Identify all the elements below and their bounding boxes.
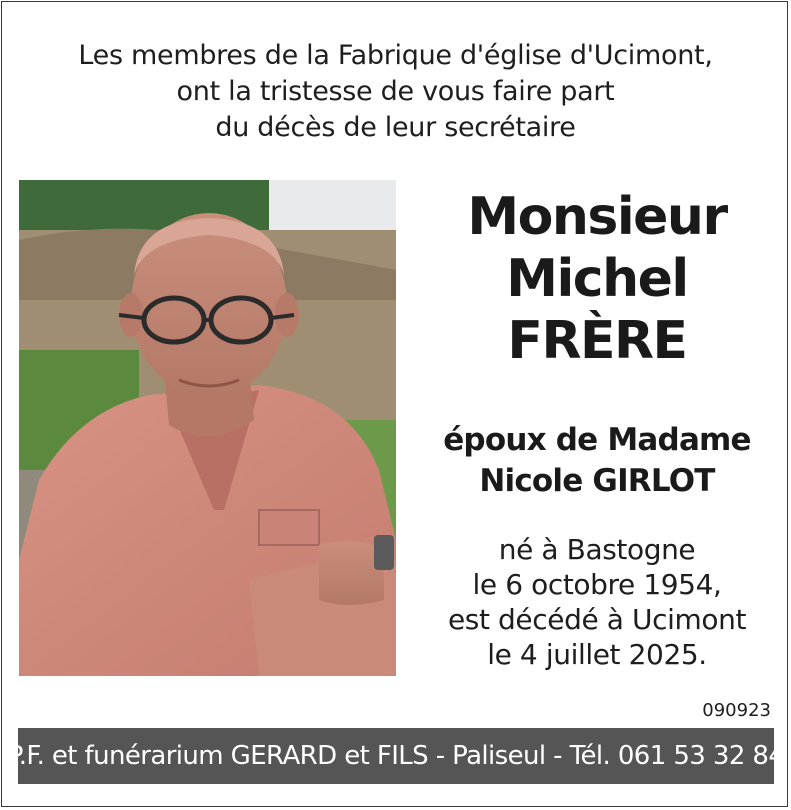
name-title: Monsieur <box>467 187 727 247</box>
intro-text <box>0 38 791 146</box>
dates-line-2: le 6 octobre 1954, <box>472 568 722 601</box>
spouse-line-2: Nicole GIRLOT <box>479 463 715 499</box>
portrait-photo <box>19 180 396 676</box>
intro-line-2: ont la tristesse de vous faire part <box>176 76 615 107</box>
spouse-line-1: époux de Madame <box>443 422 751 458</box>
name-last: FRÈRE <box>507 311 687 371</box>
dates-line-4: le 4 juillet 2025. <box>487 638 707 671</box>
intro-line-3: du décès de leur secrétaire <box>215 112 576 143</box>
funeral-home-text: P.F. et funérarium GERARD et FILS - Paliseul - Tél. 061 53 32 84 <box>7 741 785 771</box>
spouse-info <box>407 420 787 502</box>
name-first: Michel <box>506 249 688 309</box>
dates-line-1: né à Bastogne <box>498 533 696 566</box>
intro-line-1: Les membres de la Fabrique d'église d'Ucimont, <box>78 40 713 71</box>
deceased-name <box>407 186 787 372</box>
dates-line-3: est décédé à Ucimont <box>447 603 747 636</box>
funeral-home-banner <box>7 728 785 784</box>
reference-number: 090923 <box>702 700 771 721</box>
life-dates <box>407 532 787 672</box>
